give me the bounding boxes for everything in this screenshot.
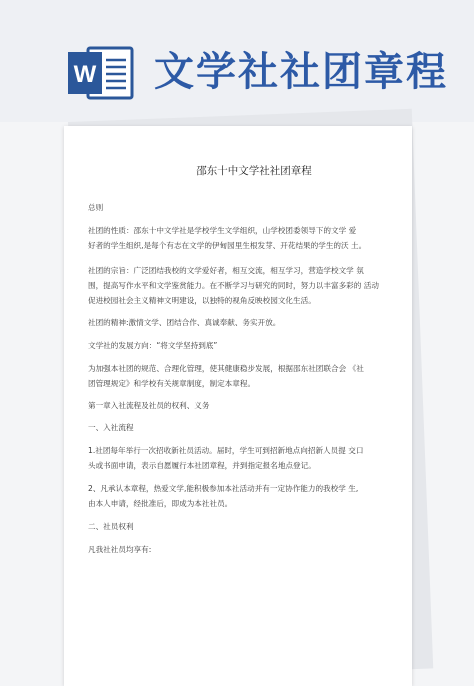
document-page [64,126,412,686]
paragraph-line: 社团的精神:激情文学、团结合作、真诚奉献、务实开放。 [88,318,281,327]
subsection-heading: 二、社员权利 [88,522,134,531]
section-heading-general: 总则 [88,203,104,212]
paragraph-line: 好者的学生组织,是每个有志在文学的伊甸园里生根发芽、开花结果的学生的沃 土。 [88,241,367,250]
paragraph-line: 为加强本社团的规范、合理化管理，使其健康稳步发展，根据邵东社团联合会 《社 [88,364,364,373]
paragraph-line: 社团的性质：邵东十中文学社是学校学生文学组织，山学校团委领导下的文学 爱 [88,226,357,235]
paragraph-line: 头或书面申请，表示自愿履行本社团章程，并到指定报名地点登记。 [88,461,316,470]
paragraph-line: 团管理规定》和学校有关规章制度，制定本章程。 [88,379,256,388]
paragraph-line: 围，提高写作水平和文学鉴赏能力。在不断学习与研究的同时，努力以丰富多彩的 活动 [88,281,379,290]
paragraph-line: 由本人申请，经批准后，即成为本社社员。 [88,499,233,508]
paragraph-line: 文学社的发展方向：“将文学坚持到底” [88,341,218,350]
chapter-heading: 第一章入社流程及社员的权利、义务 [88,401,210,410]
paragraph-line: 社团的宗旨：广泛团结我校的文学爱好者，相互交流，相互学习，营造学校文学 氛 [88,266,364,275]
word-doc-icon [66,44,136,102]
word-logo-letter: W [73,61,97,88]
paragraph-line: 2、凡承认本章程，热爱文学,能积极参加本社活动并有一定协作能力的我校学 生, [88,484,359,493]
banner-title: 文学社社团章程 [154,49,448,95]
paragraph-line: 1.社团每年举行一次招收新社员活动。届时，学生可到招新地点向招新人员提 交口 [88,446,364,455]
paragraph-line: 凡我社社员均享有: [88,545,152,554]
paragraph-line: 促进校园社会主义精神文明建设，以独特的视角反映校园文化生活。 [88,296,316,305]
header-banner [0,0,474,122]
subsection-heading: 一、入社流程 [88,423,134,432]
document-title: 邵东十中文学社社团章程 [196,165,312,177]
